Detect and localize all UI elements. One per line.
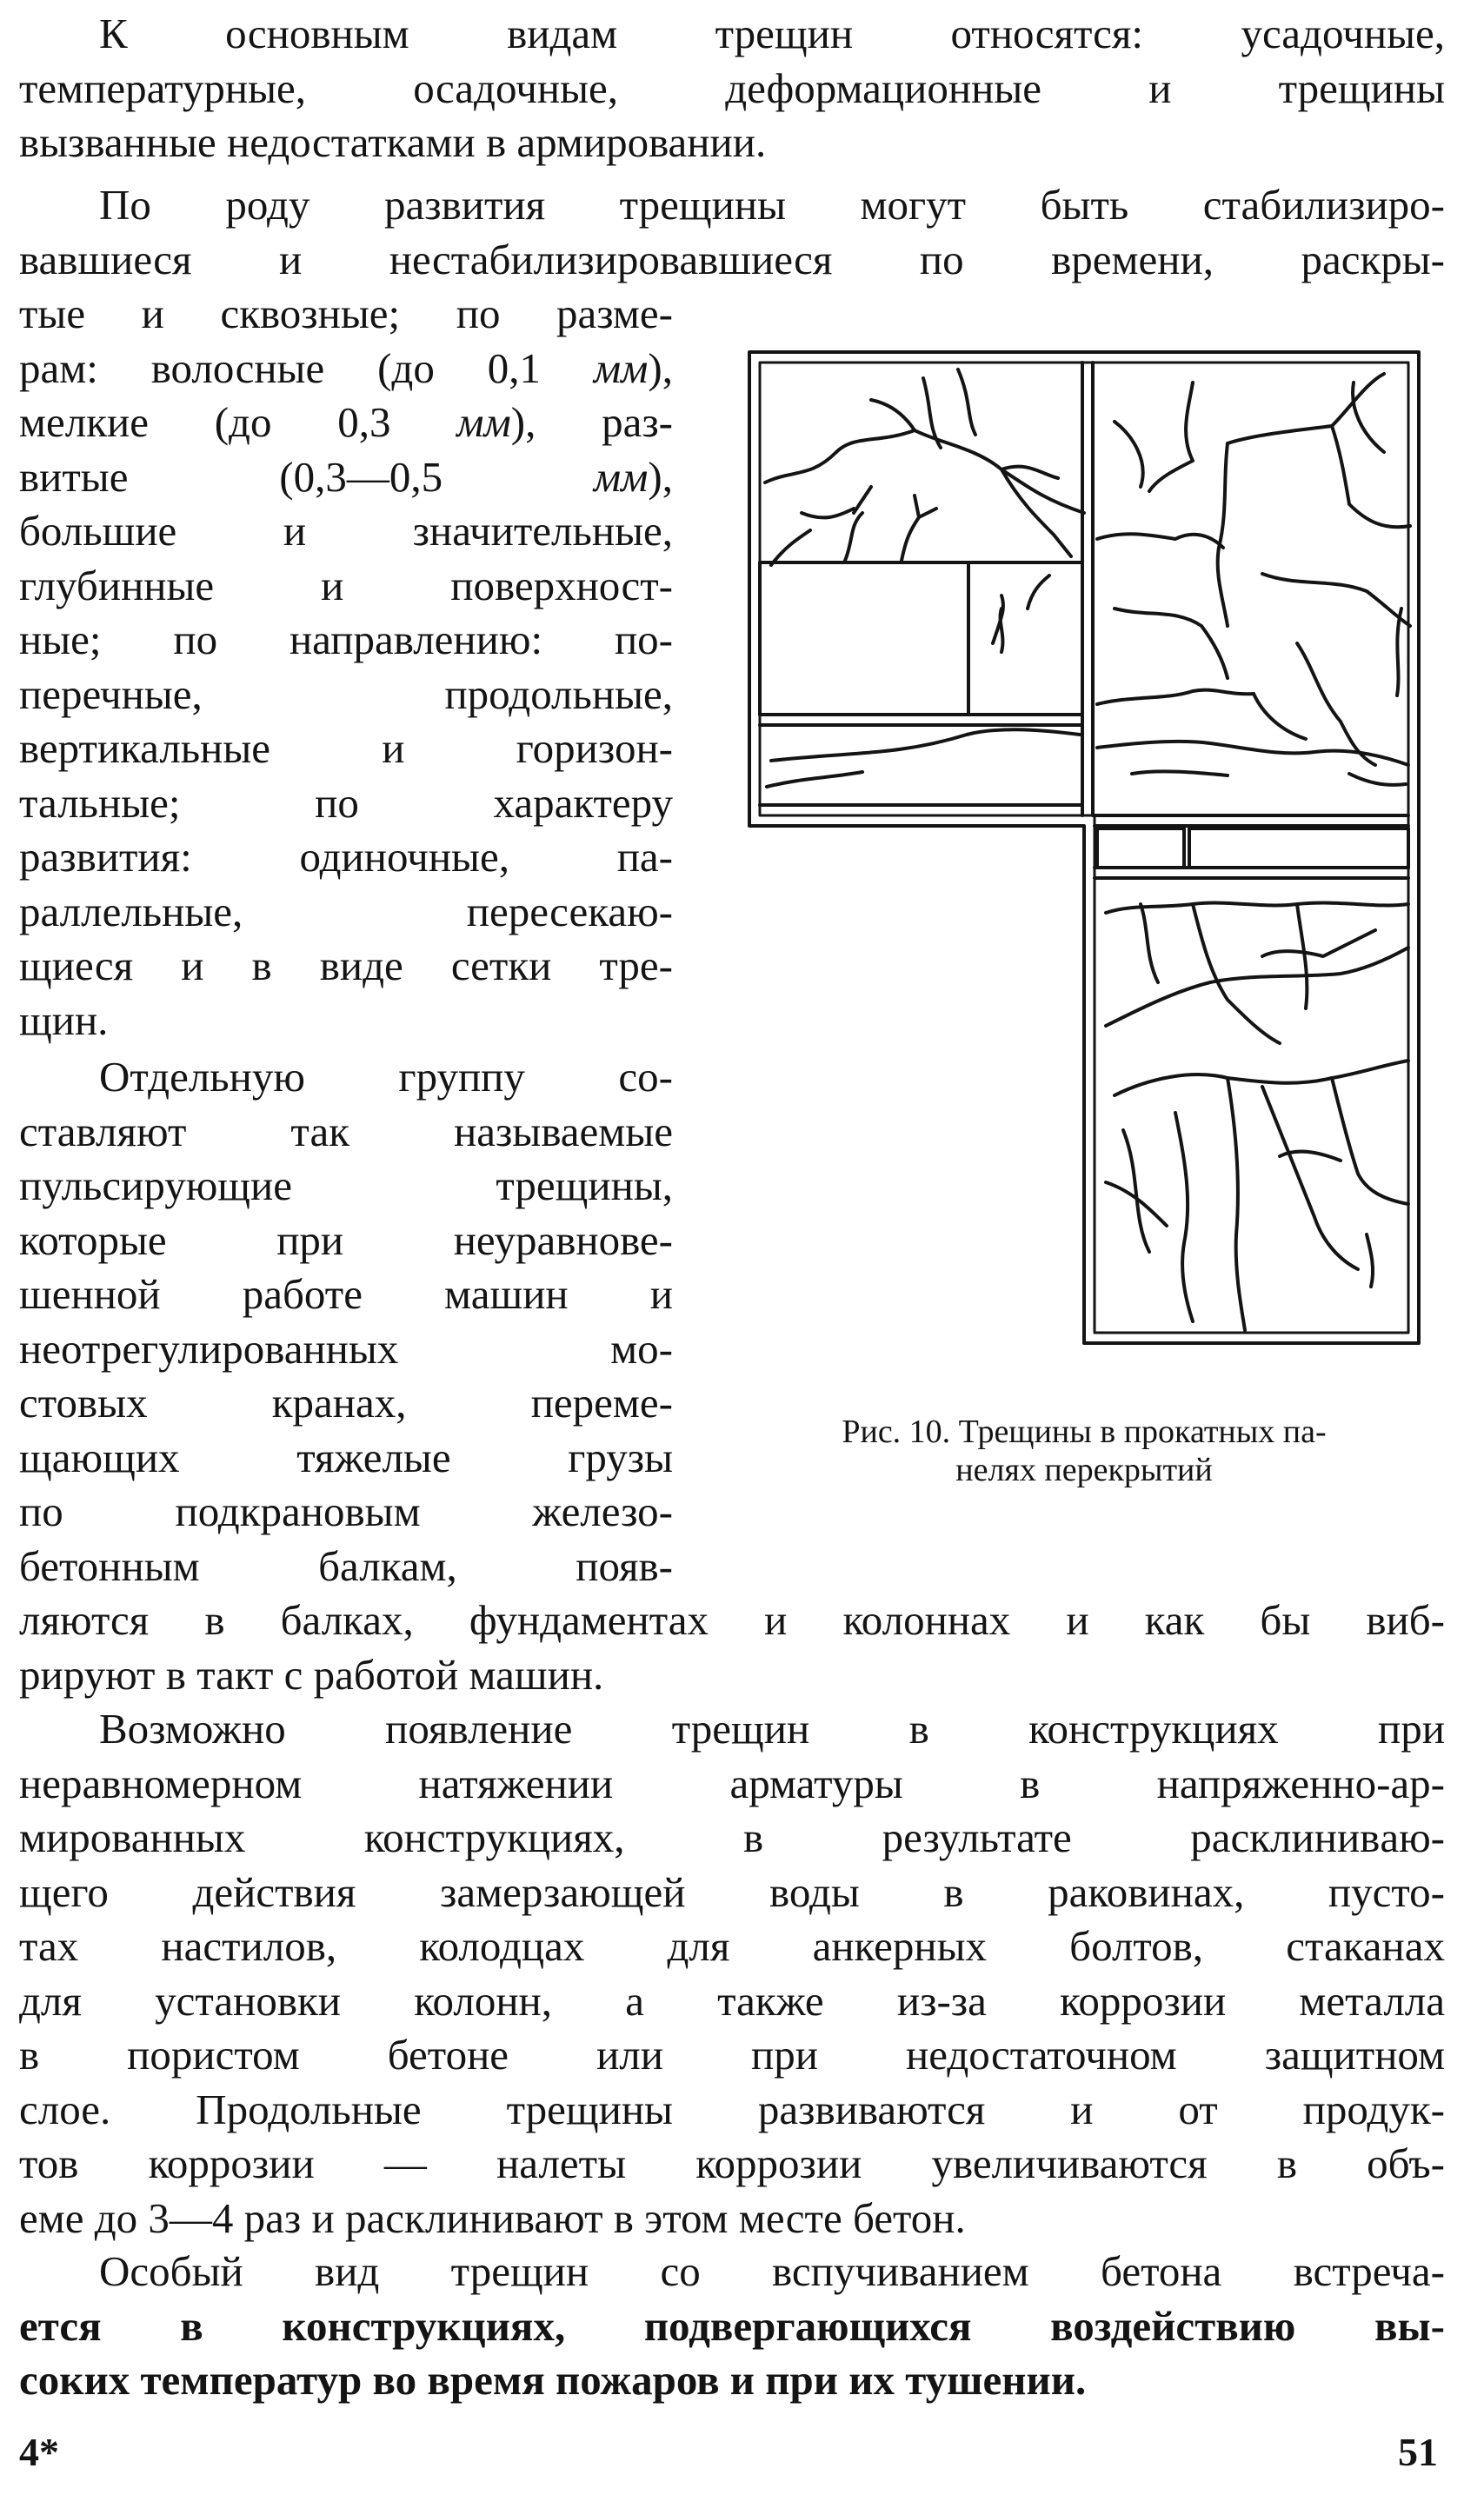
text-line: щин. <box>19 995 109 1044</box>
text-line: рам: волосные (до 0,1 мм), <box>19 343 673 392</box>
text-line: для установки колонн, а также из-за коррозии металла <box>19 1976 1445 2025</box>
crack-lines <box>765 369 1410 1330</box>
caption-line: Рис. 10. Трещины в прокатных па- <box>842 1414 1327 1450</box>
text-line: глубинные и поверхност- <box>19 561 673 609</box>
text-line: мелкие (до 0,3 мм), раз- <box>19 398 673 446</box>
text-line: Особый вид трещин со вспучиванием бетона встреча- <box>99 2247 1445 2295</box>
text-line: рируют в такт с работой машин. <box>19 1650 604 1699</box>
text-line: слое. Продольные трещины развиваются и от продук- <box>19 2085 1445 2133</box>
text-line: Возможно появление трещин в конструкциях при <box>99 1705 1445 1753</box>
text-line: в пористом бетоне или при недостаточном защитном <box>19 2031 1445 2079</box>
text-line: щего действия замерзающей воды в раковинах, пусто- <box>19 1867 1445 1916</box>
text-line: которые при неуравнове- <box>19 1215 673 1264</box>
text-line: мированных конструкциях, в результате расклинивaю- <box>19 1813 1445 1861</box>
text-line: большие и значительные, <box>19 507 673 555</box>
text-line: температурные, осадочные, деформационные и трещины <box>19 63 1445 112</box>
text-line: вертикальные и горизон- <box>19 724 673 772</box>
paragraph-crack-development <box>19 178 1445 287</box>
text-line: К основным видам трещин относятся: усадочные, <box>99 10 1445 57</box>
paragraph-crack-sizes-column <box>19 287 673 1048</box>
text-line: развития: одиночные, па- <box>19 833 673 881</box>
text-line: раллельные, пересекаю- <box>19 887 673 935</box>
text-line: тальные; по характеру <box>19 778 673 827</box>
text-line: пульсирующие трещины, <box>19 1161 673 1209</box>
paragraph-pulsating-cracks-column <box>19 1050 673 1593</box>
text-line: витые (0,3—0,5 мм), <box>19 452 673 501</box>
signature-mark: 4* <box>19 2430 59 2474</box>
text-line: вызванные недостатками в армировании. <box>19 118 767 166</box>
text-line: ляются в балках, фундаментах и колоннах и как бы виб- <box>19 1596 1445 1644</box>
text-line: неравномерном натяжении арматуры в напряженно-ар- <box>19 1759 1445 1807</box>
figure-panel-cracks <box>741 348 1427 1356</box>
text-line: еме до 3—4 раз и расклинивают в этом месте бетон. <box>19 2193 966 2242</box>
text-line: соких температур во время пожаров и при их тушении. <box>19 2356 1087 2404</box>
paragraph-pulsating-cracks-continuation <box>19 1593 1445 1702</box>
text-line: стовых кранах, переме- <box>19 1379 673 1427</box>
text-line: вавшиеся и нестабилизировавшиеся по времени, раскры- <box>19 235 1445 283</box>
panel-outline <box>749 352 1419 1343</box>
text-line: шенной работе машин и <box>19 1270 673 1318</box>
text-line: бетонным балкам, появ- <box>19 1541 673 1590</box>
caption-line: нелях перекрытий <box>955 1452 1213 1488</box>
paragraph-fire-cracks <box>19 2245 1445 2408</box>
text-line: щающих тяжелые грузы <box>19 1433 673 1481</box>
panel-crack-drawing <box>741 348 1427 1356</box>
text-line: По роду развития трещины могут быть стабилизиро- <box>99 181 1445 229</box>
paragraph-reinforcement-corrosion <box>19 1702 1445 2246</box>
text-line: тах настилов, колодцах для анкерных болтов, стаканах <box>19 1922 1445 1970</box>
text-line: Отдельную группу со- <box>99 1053 673 1101</box>
text-line: ные; по направлению: по- <box>19 615 673 663</box>
text-line: по подкрановым железо- <box>19 1487 673 1535</box>
text-line: ется в конструкциях, подвергающихся воздействию вы- <box>19 2301 1445 2350</box>
text-line: щиеся и в виде сетки тре- <box>19 941 673 989</box>
text-line: тые и сквозные; по разме- <box>19 289 673 337</box>
text-line: неотрегулированных мо- <box>19 1324 673 1373</box>
paragraph-crack-types <box>19 7 1445 170</box>
text-line: перечные, продольные, <box>19 669 673 718</box>
page-number: 51 <box>1398 2430 1438 2474</box>
text-line: ставляют так называемые <box>19 1107 673 1155</box>
text-line: тов коррозии — налеты коррозии увеличиваются в объ- <box>19 2139 1445 2187</box>
figure-caption <box>732 1413 1436 1489</box>
